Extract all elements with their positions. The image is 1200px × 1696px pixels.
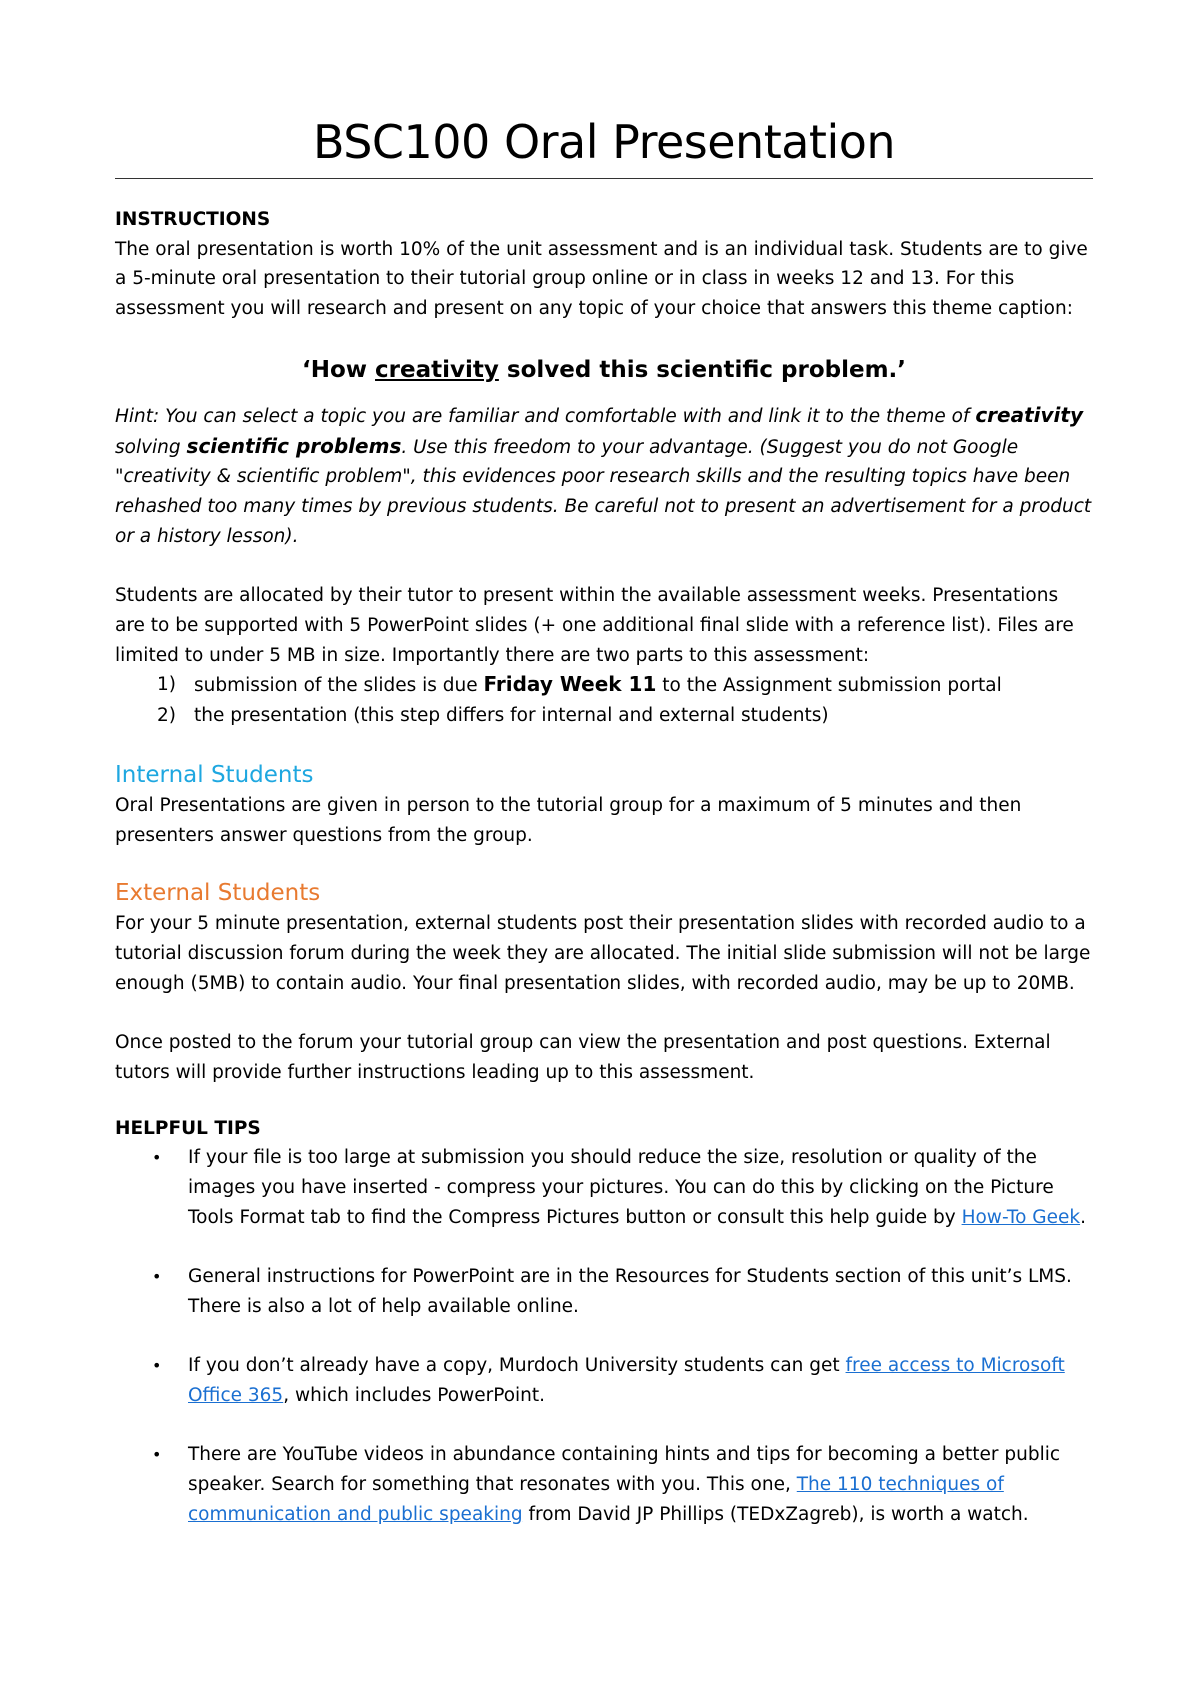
instructions-heading: INSTRUCTIONS bbox=[115, 209, 271, 230]
due-date: Friday Week 11 bbox=[483, 672, 657, 697]
list-item: • If you don’t already have a copy, Murdoch University students can get free access to Microsoft Office 365, which includes PowerPoint. bbox=[115, 1351, 1093, 1410]
bullet-icon: • bbox=[152, 1148, 162, 1168]
office-365-link[interactable]: free access to Microsoft Office 365 bbox=[188, 1355, 1065, 1407]
helpful-tips-list bbox=[115, 1143, 1093, 1529]
internal-students-heading: Internal Students bbox=[115, 761, 314, 788]
list-item: • There are YouTube videos in abundance containing hints and tips for becoming a better public speaker. Search for something that resonates with you. This one, The 110 techniques of communication and public speaking from David JP Phillips (TEDxZagreb), is worth a watch. bbox=[115, 1440, 1093, 1529]
hint-paragraph bbox=[115, 401, 1093, 552]
helpful-tips-heading: HELPFUL TIPS bbox=[115, 1117, 261, 1139]
theme-close: solved this scientific problem.’ bbox=[498, 356, 907, 383]
list-number: 2) bbox=[157, 705, 176, 727]
theme-emphasis: creativity bbox=[375, 356, 499, 383]
external-students-text-2: Once posted to the forum your tutorial group can view the presentation and post questions. External tutors will provide further instructions leading up to this assessment. bbox=[115, 1032, 1051, 1084]
list-item: • General instructions for PowerPoint are in the Resources for Students section of this unit’s LMS. There is also a lot of help available online. bbox=[115, 1262, 1093, 1321]
bullet-icon: • bbox=[152, 1356, 162, 1376]
external-students-heading: External Students bbox=[115, 880, 321, 907]
hint-bold-scientific-problems: scientific problems bbox=[186, 433, 402, 458]
instructions-intro: The oral presentation is worth 10% of the unit assessment and is an individual task. Students are to give a 5-minute oral presentation to their tutorial group online or in class in weeks 12 and 13. For this assessment you will research and present on any topic of your choice that answers this theme caption: bbox=[115, 238, 1088, 320]
assessment-parts-list bbox=[115, 670, 1093, 730]
bullet-icon: • bbox=[152, 1445, 162, 1465]
internal-students-text: Oral Presentations are given in person to the tutorial group for a maximum of 5 minutes and then presenters answer questions from the group. bbox=[115, 794, 1022, 846]
hint-bold-creativity: creativity bbox=[975, 402, 1084, 427]
allocation-paragraph: Students are allocated by their tutor to present within the available assessment weeks. Presentations are to be supported with 5 PowerPoint slides (+ one additional final slide with a reference list). Files are limited to under 5 MB in size. Importantly there are two parts to this assessment: bbox=[115, 585, 1074, 666]
list-item: 2) the presentation (this step differs for internal and external students) bbox=[115, 701, 1093, 731]
list-number: 1) bbox=[157, 674, 176, 696]
public-speaking-video-link[interactable]: The 110 techniques of communication and public speaking bbox=[188, 1474, 1004, 1525]
document-title: BSC100 Oral Presentation bbox=[312, 115, 896, 169]
title-rule bbox=[115, 178, 1093, 179]
document-page bbox=[115, 110, 1093, 1559]
how-to-geek-link[interactable]: How-To Geek bbox=[961, 1206, 1081, 1228]
bullet-icon: • bbox=[152, 1267, 162, 1287]
list-item: 1) submission of the slides is due Friday Week 11 to the Assignment submission portal bbox=[115, 670, 1093, 701]
list-item: • If your file is too large at submission you should reduce the size, resolution or quality of the images you have inserted - compress your pictures. You can do this by clicking on the Picture Tools Format tab to find the Compress Pictures button or consult this help guide by How-To Geek. bbox=[115, 1143, 1093, 1232]
theme-caption bbox=[115, 353, 1093, 387]
hint-text-3: . Use this freedom to your advantage. (Suggest you do not Google "creativity & scientific problem", this evidences poor research skills and the resulting topics have been rehashed too many times by previous students. Be careful not to present an advertisement for a product or a history lesson). bbox=[115, 436, 1092, 547]
external-students-text-1: For your 5 minute presentation, external students post their presentation slides with recorded audio to a tutorial discussion forum during the week they are allocated. The initial slide submission will not be large enough (5MB) to contain audio. Your final presentation slides, with recorded audio, may be up to 20MB. bbox=[115, 913, 1091, 994]
hint-text-1: Hint: You can select a topic you are familiar and comfortable with and link it to the theme of bbox=[115, 405, 976, 427]
theme-open: ‘How bbox=[301, 356, 376, 383]
hint-text-2: solving bbox=[115, 436, 187, 458]
